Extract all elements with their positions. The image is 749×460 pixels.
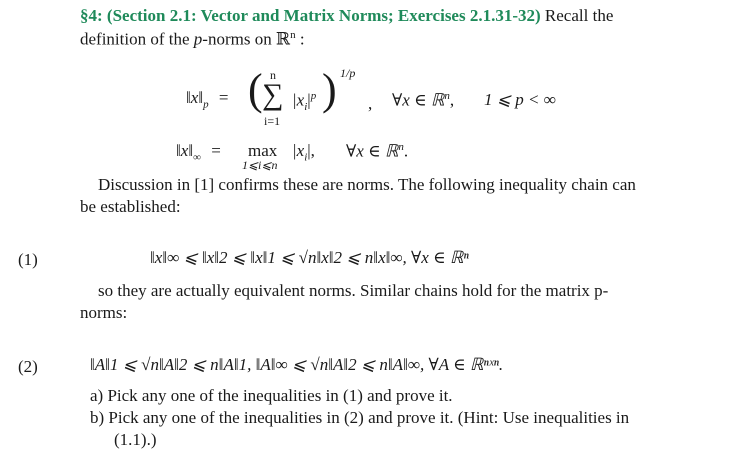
discussion-line-1: Discussion in [1] confirms these are norms. The following inequality chain can [98, 175, 636, 194]
task-b: b) Pick any one of the inequalities in (2) and prove it. (Hint: Use inequalities in [90, 408, 630, 427]
section-title: (Section 2.1: Vector and Matrix Norms; Exercises 2.1.31-32) [106, 6, 541, 25]
task-a: a) Pick any one of the inequalities in (1) and prove it. [90, 386, 453, 405]
p-norm-domain: ∀x ∈ ℝ$^n$, [392, 90, 455, 110]
max-subscript: 1⩽i⩽n [242, 158, 278, 172]
discussion-line-2: be established: [80, 197, 181, 216]
p-condition: 1 ⩽ p < ∞ [484, 90, 556, 109]
middle-line-1: so they are actually equivalent norms. Similar chains hold for the matrix p- [98, 281, 609, 300]
left-paren: ( [248, 65, 263, 114]
inequality-chain-2: ‖A‖1 ⩽ √n‖A‖2 ⩽ n‖A‖1, ‖A‖∞ ⩽ √n‖A‖2 ⩽ n‖A‖∞, ∀A ∈ ℝⁿˣⁿ. [90, 355, 504, 374]
header-lead: Recall the [544, 6, 614, 25]
header-line-2: definition of the p-norms on ℝ$^n$ : [80, 29, 305, 49]
section-mark: §4: [80, 6, 103, 25]
inf-norm-domain: ∀x ∈ ℝ$^n$. [346, 141, 409, 161]
equation-label-2: (2) [18, 357, 38, 376]
task-b-continuation: (1.1).) [114, 430, 157, 449]
inf-term: $|x_i|$, [292, 141, 315, 164]
inequality-chain-1: ‖x‖∞ ⩽ ‖x‖2 ⩽ ‖x‖1 ⩽ √n‖x‖2 ⩽ n‖x‖∞, ∀x ∈ ℝⁿ [150, 248, 469, 267]
sum-term: $|x_i|^p$ [292, 90, 317, 114]
exercise-header [80, 6, 613, 26]
outer-exponent: 1/p [340, 66, 356, 80]
sum-upper-limit: n [270, 68, 276, 82]
p-norm-comma: , [368, 94, 373, 113]
sum-sign: ∑ [262, 78, 284, 111]
equation-label-1: (1) [18, 250, 38, 269]
middle-line-2: norms: [80, 303, 128, 322]
max-operator: max [248, 141, 278, 160]
inf-norm-lhs: $‖x‖_\infty$ = [176, 141, 221, 164]
p-norm-lhs: $‖x‖_p$ = [186, 88, 229, 111]
sum-lower-limit: i=1 [264, 114, 281, 128]
right-paren: ) [322, 65, 337, 114]
